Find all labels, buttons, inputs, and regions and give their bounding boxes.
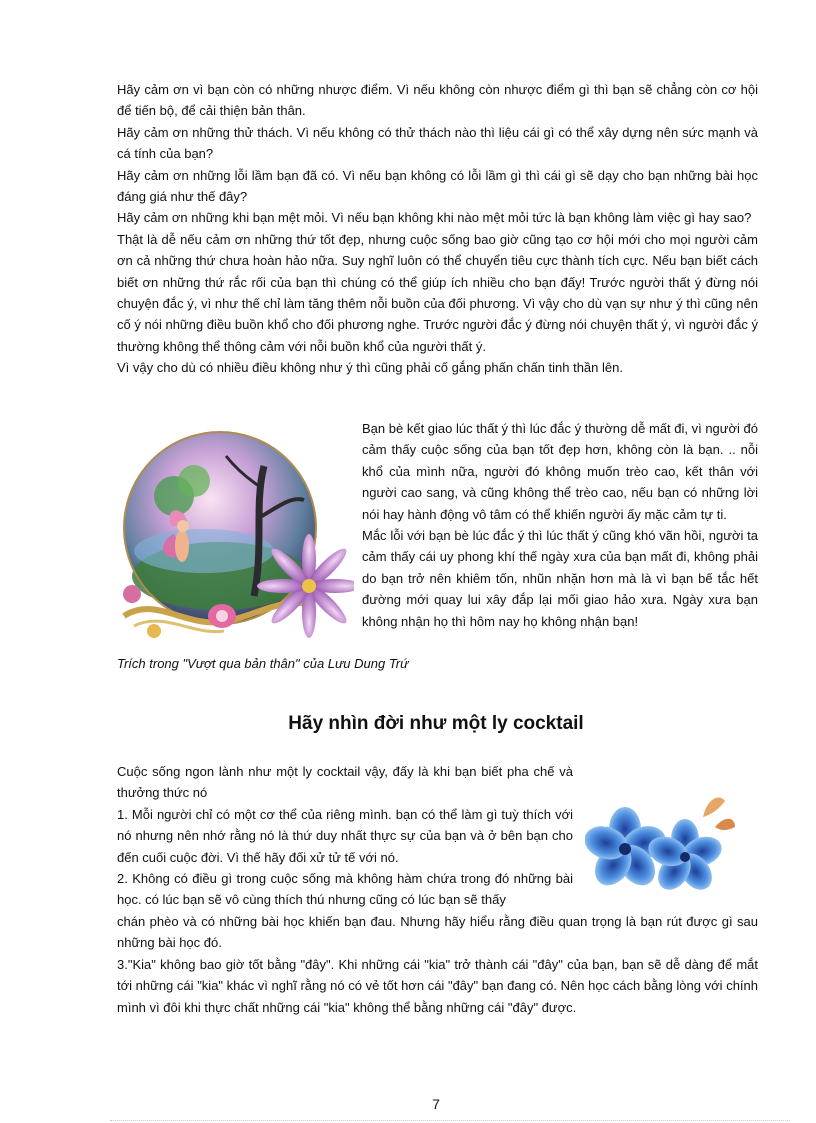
section-title: Hãy nhìn đời như một ly cocktail bbox=[288, 713, 584, 734]
paragraph: Thật là dễ nếu cảm ơn những thứ tốt đẹp, nhưng cuộc sống bao giờ cũng tạo cơ hội mới cho mọi người cảm ơn cả những thứ chưa hoàn hảo nữa. Suy nghĩ luôn có thể chuyển tiêu cực thành tích cực. Nếu bạn biết cách biết ơn những thứ rắc rối của bạn thì chúng có thể giúp ích nhiều cho bạn đấy! Trước người thất ý đừng nói chuyện đắc ý, vì như thế chỉ làm tăng thêm nỗi buồn của đối phương. Vì vậy cho dù vạn sự như ý thì cũng nên cố ý nói những điều buồn khổ cho đối phương nghe. Trước người đắc ý đừng nói chuyện thất ý, vì người đắc ý thường không thể thông cảm với nỗi buồn khổ của người thất ý. bbox=[117, 231, 758, 354]
citation: Trích trong "Vượt qua bản thân" của Lưu Dung Trứ bbox=[117, 656, 409, 671]
paragraph: 2. Không có điều gì trong cuộc sống mà không hàm chứa trong đó những bài học. có lúc bạn sẽ vô cùng thích thú nhưng cũng có lúc bạn sẽ thấy bbox=[117, 871, 573, 908]
intro-text-block bbox=[117, 79, 758, 379]
paragraph: Vì vậy cho dù có nhiều điều không như ý thì cũng phải cố gắng phấn chấn tinh thần lên. bbox=[117, 360, 623, 376]
wrapped-text-block bbox=[362, 418, 758, 632]
paragraph: Hãy cảm ơn những lỗi lầm bạn đã có. Vì nếu bạn không có lỗi lầm gì thì cái gì sẽ dạy cho bạn những bài học đáng giá như thế đây? bbox=[117, 167, 758, 205]
paragraph: 3."Kia" không bao giờ tốt bằng "đây". Khi những cái "kia" trở thành cái "đây" của bạn, bạn sẽ dễ dàng để mắt tới những cái "kia" khác vì nghĩ rằng nó có vẻ tốt hơn cái "đây" bạn đang có. Nên học cách bằng lòng với chính mình vì đôi khi thực chất những cái "kia" không thể bằng những cái "đây" được. bbox=[117, 956, 758, 1015]
closing-text-block bbox=[117, 911, 758, 1018]
paragraph: Hãy cảm ơn vì bạn còn có những nhược điểm. Vì nếu không còn nhược điểm gì thì bạn sẽ chẳng còn cơ hội để tiến bộ, để cải thiện bản thân. bbox=[117, 82, 758, 119]
paragraph: Mắc lỗi với bạn bè lúc đắc ý thì lúc thất ý cũng khó vãn hồi, người ta cảm thấy cái uy phong khí thế ngày xưa của bạn mất đi, không phải do bạn trở nên khiêm tốn, nhũn nhặn hơn mà là vì bạn bế tắc hết đường mới quay lui xây đắp lại mối giao hảo xưa. Ngày xưa bạn không nhận họ thì hôm nay họ không nhận bạn! bbox=[362, 528, 758, 629]
paragraph: chán phèo và có những bài học khiến bạn đau. Nhưng hãy hiểu rằng điều quan trọng là bạn rút được gì sau những bài học đó. bbox=[117, 914, 758, 951]
paragraph: Bạn bè kết giao lúc thất ý thì lúc đắc ý thường dễ mất đi, vì người đó cảm thấy cuộc sống của bạn tốt đẹp hơn, không còn là bạn. .. nỗi khổ của mình nữa, người đó không muốn trèo cao, kết thân với người cao sang, và cũng không thể trèo cao, nếu bạn có những lời nói hay hành động vô tâm có thể khiến người ấy mặc cảm tự ti. bbox=[362, 421, 758, 522]
footer-divider bbox=[110, 1120, 790, 1122]
page-number: 7 bbox=[432, 1096, 440, 1112]
fairy-globe-illustration bbox=[114, 426, 354, 648]
paragraph: Hãy cảm ơn những khi bạn mệt mỏi. Vì nếu bạn không khi nào mệt mỏi tức là bạn không làm việc gì hay sao? bbox=[117, 210, 752, 226]
blue-flowers-illustration bbox=[585, 787, 737, 895]
cocktail-text-block bbox=[117, 761, 573, 911]
paragraph: Cuộc sống ngon lành như một ly cocktail vậy, đấy là khi bạn biết pha chế và thưởng thức nó bbox=[117, 764, 573, 801]
paragraph: 1. Mỗi người chỉ có một cơ thể của riêng mình. bạn có thể làm gì tuỳ thích với nó nhưng nên nhớ rằng nó là thứ duy nhất thực sự của bạn và ở bên bạn cho đến cuối cuộc đời. Vì thế hãy đối xử tử tế với nó. bbox=[117, 806, 573, 865]
paragraph: Hãy cảm ơn những thử thách. Vì nếu không có thử thách nào thì liệu cái gì có thể xây dựng nên sức mạnh và cá tính của bạn? bbox=[117, 124, 758, 162]
